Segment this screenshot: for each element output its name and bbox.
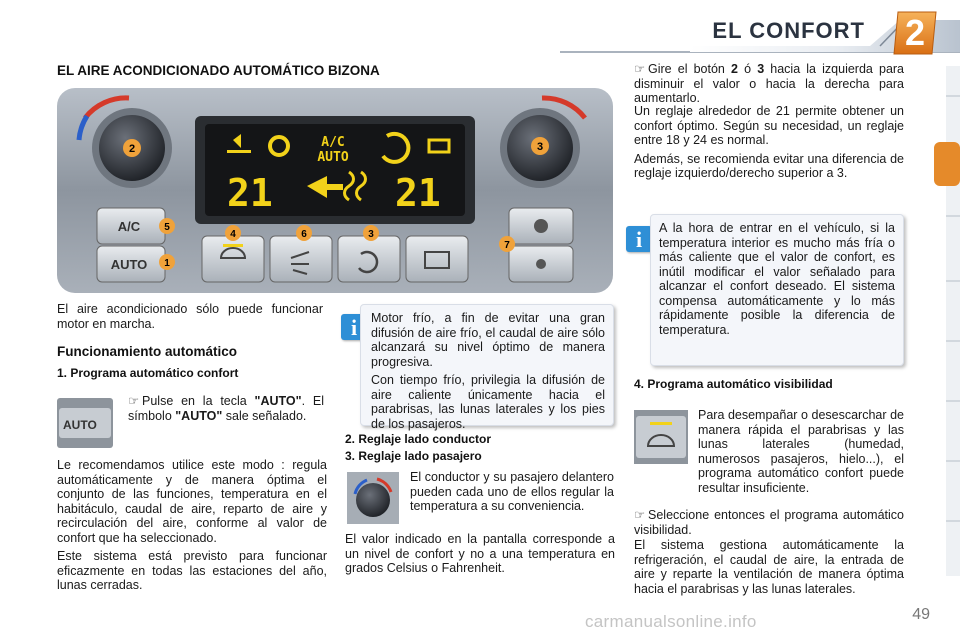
svg-text:5: 5 <box>164 222 170 233</box>
left-para-2: Este sistema está previsto para funcionar eficazmente en todas las estaciones del año, lunas cerradas. <box>57 549 327 592</box>
middle-para: El valor indicado en la pantalla corresponde a un nivel de confort y no a una temperatura en grados Celsius o Fahrenheit. <box>345 532 615 575</box>
visibility-button-thumbnail <box>634 410 688 464</box>
item3-title: 3. Reglaje lado pasajero <box>345 449 482 463</box>
air-distribution-button[interactable] <box>270 236 332 282</box>
item1-title: 1. Programa automático confort <box>57 366 239 380</box>
side-tabs[interactable] <box>932 66 960 576</box>
svg-text:6: 6 <box>301 229 307 240</box>
svg-text:2: 2 <box>128 143 136 155</box>
right-para-3: El sistema gestiona automáticamente la refrigeración, el caudal de aire, la entrada de aire y reparte la ventilación de manera óptima hacia el parabrisas y las lunas laterales. <box>634 538 904 596</box>
select-visibility-instruction: ☞ Seleccione entonces el programa automático visibilidad. <box>634 508 904 537</box>
defog-description: Para desempañar o desescarchar de manera rápida el parabrisas y las lunas laterales (humedad, numerosos pasajeros, hielo...), el programa automático confort puede resultar insuficiente. <box>698 408 904 495</box>
temp-knob-thumbnail <box>347 472 399 524</box>
lcd-auto-label: AUTO <box>317 150 349 165</box>
auto-button-label: AUTO <box>110 257 148 272</box>
section-title: EL AIRE ACONDICIONADO AUTOMÁTICO BIZONA <box>57 63 380 78</box>
info-icon: i <box>341 314 367 340</box>
turn-knob-instruction: ☞ Gire el botón 2 ó 3 hacia la izquierda para disminuir el valor o hacia la derecha para aumentarlo. <box>634 62 905 105</box>
knob-description: El conductor y su pasajero delantero pueden cada uno de ellos regular la temperatura a su conveniencia. <box>410 470 614 513</box>
svg-text:3: 3 <box>536 141 544 153</box>
left-para-1: Le recomendamos utilice este modo : regula automáticamente y de manera óptima el conjunto de las funciones, temperatura en el habitáculo, caudal de aire, reparto de aire y recirculación del aire, conforme al valor de confort que ha seleccionado. <box>57 458 327 545</box>
pointer-icon: ☞ <box>634 508 646 522</box>
lcd-right-temp: 21 <box>395 171 441 215</box>
chapter-title: EL CONFORT <box>712 18 865 43</box>
svg-text:1: 1 <box>164 258 170 269</box>
lcd-ac-label: A/C <box>321 135 345 150</box>
svg-text:3: 3 <box>368 229 374 240</box>
info-cold-p2: Con tiempo frío, privilegia la difusión de aire caliente únicamente hacia el parabrisas, las lunas laterales y los pies de los pasajeros. <box>371 373 605 431</box>
pointer-icon: ☞ <box>128 394 140 408</box>
recirculation-button[interactable] <box>338 236 400 282</box>
lcd-left-temp: 21 <box>227 171 273 215</box>
climate-control-panel <box>57 88 613 293</box>
watermark: carmanualsonline.info <box>585 612 757 631</box>
info-box-comfort: A la hora de entrar en el vehículo, si la temperatura interior es mucho más fría o más caliente que el valor de confort, es inútil modificar el valor señalado para alcanzar el confort deseado. El sistema compensa automáticamente y lo más rápidamente posible la diferencia de temperatura. <box>650 214 904 366</box>
left-paragraphs <box>57 458 327 597</box>
right-para-2: Además, se recomienda evitar una diferencia de reglaje izquierdo/derecho superior a 3. <box>634 151 904 180</box>
info-icon: i <box>626 226 652 252</box>
chapter-number: 2 <box>904 12 926 53</box>
item2-title: 2. Reglaje lado conductor <box>345 432 492 446</box>
page-number: 49 <box>912 606 930 623</box>
info-box-cold-engine <box>360 304 614 431</box>
svg-text:4: 4 <box>230 229 236 240</box>
right-paragraphs-top <box>634 104 904 185</box>
svg-text:7: 7 <box>504 240 510 251</box>
pointer-icon: ☞ <box>634 62 646 76</box>
auto-thumb-label: AUTO <box>63 418 97 432</box>
item4-title: 4. Programa automático visibilidad <box>634 377 833 391</box>
press-auto-instruction: ☞ Pulse en la tecla "AUTO". El símbolo "AUTO" sale señalado. <box>128 394 324 423</box>
heading-automatic: Funcionamiento automático <box>57 344 238 359</box>
intro-text: El aire acondicionado sólo puede funcionar motor en marcha. <box>57 302 323 331</box>
ac-button-label: A/C <box>117 219 141 234</box>
right-para-1: Un reglaje alrededor de 21 permite obtener un confort óptimo. Según su necesidad, un reglaje entre 18 y 24 es normal. <box>634 104 904 147</box>
info-cold-p1: Motor frío, a fin de evitar una gran difusión de aire frío, el caudal de aire sólo alcanzará su nivel óptimo de manera progresiva. <box>371 311 605 369</box>
rear-demist-button[interactable] <box>406 236 468 282</box>
